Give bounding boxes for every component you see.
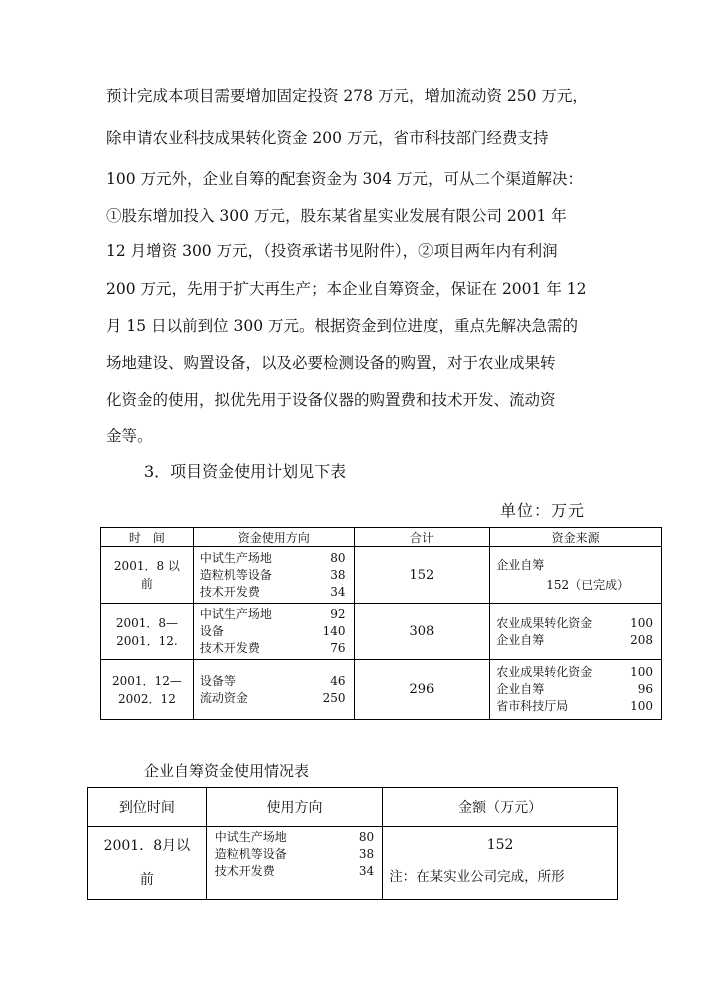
self-funding-table [87, 787, 618, 900]
section-heading: 3．项目资金使用计划见下表 [144, 462, 347, 481]
use-item: 流动资金 250 [199, 690, 346, 705]
use-cell [193, 547, 354, 604]
total-cell: 308 [354, 604, 490, 660]
header-use: 资金使用方向 [193, 528, 354, 547]
use-item: 中试生产场地 92 [199, 607, 346, 621]
time-text: 2002．12 [118, 691, 176, 706]
paragraph-line: 除申请农业科技成果转化资金 200 万元，省市科技部门经费支持 [106, 129, 549, 147]
table-header-row [101, 528, 662, 547]
paragraph-line: 化资金的使用，拟优先用于设备仪器的购置费和技术开发、流动资 [106, 391, 556, 409]
source-text: 企业自筹 [496, 558, 545, 572]
table-row [101, 660, 662, 720]
table-header-row [88, 788, 618, 827]
self-funding-title: 企业自筹资金使用情况表 [144, 762, 310, 780]
paragraph-line: ①股东增加投入 300 万元，股东某省星实业发展有限公司 2001 年 [106, 207, 567, 225]
paragraph-line: 预计完成本项目需要增加固定投资 278 万元，增加流动资 250 万元， [106, 87, 588, 105]
paragraph-line: 100 万元外，企业自筹的配套资金为 304 万元，可从二个渠道解决： [106, 170, 583, 188]
source-item: 省市科技厅局 100 [496, 699, 653, 713]
amount-cell [383, 827, 618, 900]
header-arrival-time: 到位时间 [88, 788, 207, 827]
source-item: 企业自筹 208 [496, 632, 653, 647]
amount-value: 152 [486, 837, 514, 853]
use-cell [206, 827, 382, 900]
paragraph-line: 12 月增资 300 万元，（投资承诺书见附件），②项目两年内有利润 [106, 242, 558, 260]
use-item: 造粒机等设备 38 [214, 847, 375, 861]
time-text: 2001．12. [116, 633, 178, 648]
table-row [88, 827, 618, 900]
source-cell [490, 660, 662, 720]
table-row [101, 547, 662, 604]
funding-plan-table [100, 527, 662, 720]
time-text: 前 [139, 872, 154, 888]
source-text: 152（已完成） [546, 578, 630, 592]
paragraph-line: 月 15 日以前到位 300 万元。根据资金到位进度，重点先解决急需的 [106, 317, 579, 335]
source-item: 农业成果转化资金 100 [496, 665, 653, 679]
paragraph-line: 200 万元，先用于扩大再生产；本企业自筹资金，保证在 2001 年 12 [106, 280, 587, 298]
use-item: 造粒机等设备 38 [199, 567, 346, 582]
use-item: 设备等 46 [199, 673, 346, 688]
total-cell: 296 [354, 660, 490, 720]
unit-label: 单位：万元 [500, 501, 586, 520]
header-time: 时 间 [101, 528, 194, 547]
source-cell [490, 547, 662, 604]
paragraph-line: 场地建设、购置设备，以及必要检测设备的购置，对于农业成果转 [106, 354, 556, 372]
time-text: 2001．8月以 [103, 838, 191, 854]
use-item: 技术开发费 76 [199, 641, 346, 655]
time-cell [101, 660, 194, 720]
table-row [101, 604, 662, 660]
header-amount: 金额（万元） [383, 788, 618, 827]
header-use: 使用方向 [206, 788, 382, 827]
total-cell: 152 [354, 547, 490, 604]
time-cell [88, 827, 207, 900]
use-item: 中试生产场地 80 [214, 830, 375, 844]
use-item: 技术开发费 34 [214, 864, 375, 878]
paragraph-line: 金等。 [106, 427, 153, 445]
source-cell [490, 604, 662, 660]
time-cell [101, 547, 194, 604]
time-text: 2001．8— [115, 615, 179, 630]
use-cell [193, 604, 354, 660]
use-item: 中试生产场地 80 [199, 550, 346, 565]
time-text: 2001．12— [112, 673, 182, 688]
time-cell [101, 604, 194, 660]
source-item: 企业自筹 96 [496, 682, 653, 696]
use-item: 设备 140 [199, 624, 346, 638]
use-item: 技术开发费 34 [199, 584, 346, 599]
header-source: 资金来源 [490, 528, 662, 547]
source-item: 农业成果转化资金 100 [496, 615, 653, 630]
amount-note: 注：在某实业公司完成，所形 [389, 869, 565, 885]
time-text: 前 [140, 577, 153, 591]
use-cell [193, 660, 354, 720]
time-text: 2001．8 以 [113, 559, 180, 573]
header-total: 合计 [354, 528, 490, 547]
